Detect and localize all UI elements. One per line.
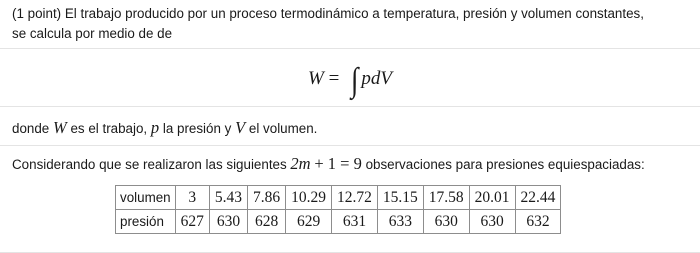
observations-suffix: observaciones para presiones equiespaciadas:: [365, 157, 645, 172]
table-cell: 12.72: [332, 186, 378, 210]
table-row-volumen: [116, 186, 561, 210]
definition-prefix: donde: [12, 121, 50, 136]
table-cell: 630: [469, 210, 515, 234]
row-label-presion: presión: [116, 210, 176, 234]
intro-line-2: se calcula por medio de de: [12, 26, 173, 41]
symbol-v: V: [235, 118, 246, 137]
table-cell: 630: [423, 210, 469, 234]
observations-statement: [12, 154, 645, 175]
row-label-volumen: volumen: [116, 186, 176, 210]
table-cell: 627: [175, 210, 209, 234]
table-cell: 632: [515, 210, 561, 234]
variable-definition: [12, 118, 317, 139]
intro-line-1: (1 point) El trabajo producido por un proceso termodinámico a temperatura, presión y volumen constantes,: [12, 6, 644, 21]
work-formula: [0, 62, 700, 100]
expr-2m: 2m: [290, 154, 311, 173]
symbol-p: p: [150, 118, 160, 137]
table-cell: 20.01: [469, 186, 515, 210]
definition-w: es el trabajo,: [70, 121, 148, 136]
formula-equals: =: [328, 68, 340, 89]
divider: [0, 106, 700, 107]
table-cell: 628: [248, 210, 286, 234]
data-table: [115, 185, 561, 234]
problem-intro: [12, 4, 696, 44]
divider: [0, 48, 700, 49]
definition-p: la presión y: [162, 121, 232, 136]
symbol-w: W: [52, 118, 67, 137]
expr-plus-one: + 1 = 9: [314, 154, 362, 173]
integral-sign: ∫: [350, 62, 359, 99]
table-cell: 3: [175, 186, 209, 210]
table-cell: 631: [332, 210, 378, 234]
formula-integrand: pdV: [361, 68, 392, 89]
table-cell: 5.43: [209, 186, 247, 210]
table-cell: 10.29: [286, 186, 332, 210]
table-cell: 633: [377, 210, 423, 234]
table-cell: 22.44: [515, 186, 561, 210]
divider: [0, 145, 700, 146]
table-cell: 630: [209, 210, 247, 234]
definition-v: el volumen.: [248, 121, 318, 136]
table-row-presion: [116, 210, 561, 234]
table-cell: 629: [286, 210, 332, 234]
table-cell: 17.58: [423, 186, 469, 210]
formula-lhs: W: [308, 68, 324, 89]
observations-prefix: Considerando que se realizaron las siguientes: [12, 157, 287, 172]
table-cell: 7.86: [248, 186, 286, 210]
table-cell: 15.15: [377, 186, 423, 210]
